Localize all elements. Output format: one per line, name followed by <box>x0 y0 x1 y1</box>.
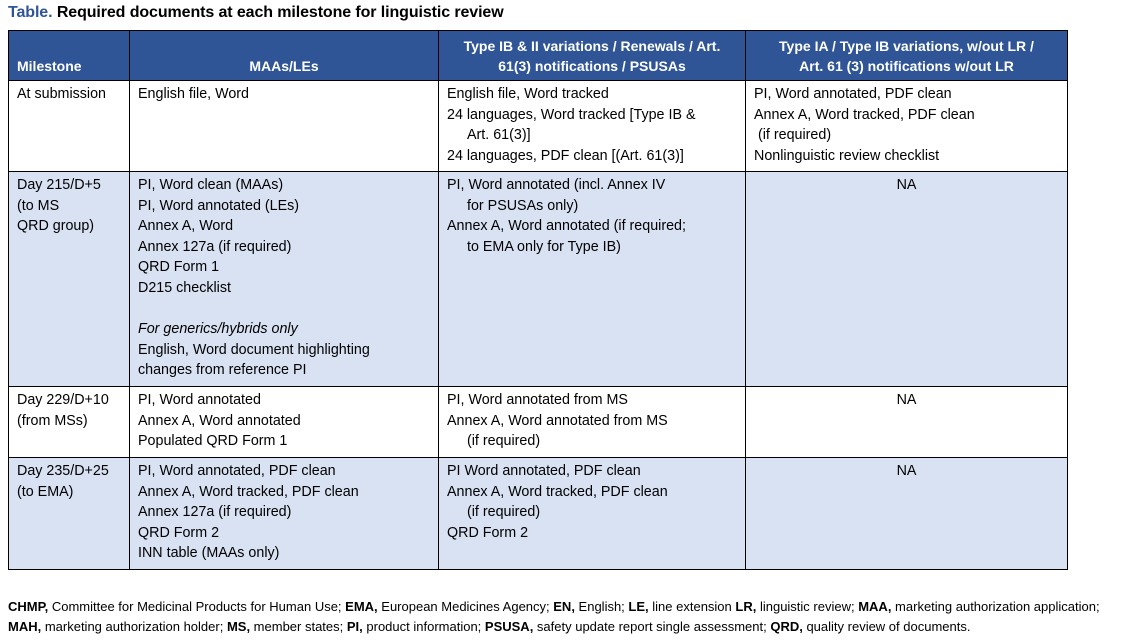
cell-text-line: (to MS <box>17 197 60 214</box>
cell-type-ib-ii <box>439 387 746 458</box>
abbreviations-footnote <box>8 597 1133 637</box>
abbr-def: safety update report single assessment; <box>533 619 771 634</box>
cell-text-line: Day 215/D+5 <box>17 177 101 193</box>
cell-text-line: NA <box>896 392 917 408</box>
cell-text-line: NA <box>896 177 917 193</box>
cell-text-line: Annex A, Word annotated <box>138 412 301 429</box>
header-type-ia-variations <box>746 31 1068 81</box>
abbr: PSUSA, <box>484 619 534 634</box>
abbr: LR, <box>735 599 757 614</box>
cell-text-line: PI, Word annotated from MS <box>447 392 628 408</box>
cell-text-line: changes from reference PI <box>138 362 307 379</box>
abbr-def: marketing authorization application; <box>891 599 1100 614</box>
abbr: MAA, <box>858 599 892 614</box>
cell-text-line: PI, Word annotated (LEs) <box>138 197 300 214</box>
cell-text-line: 24 languages, Word tracked [Type IB & <box>447 106 696 123</box>
abbr-def: European Medicines Agency; <box>377 599 554 614</box>
cell-text-line: (to EMA) <box>17 483 74 500</box>
abbr: EMA, <box>345 599 378 614</box>
cell-text-line: (if required) <box>467 504 541 521</box>
cell-milestone <box>9 81 130 172</box>
abbr-def: marketing authorization holder; <box>41 619 227 634</box>
cell-type-ib-ii <box>439 81 746 172</box>
abbr-def: quality review of documents. <box>802 619 971 634</box>
cell-text-line: MAAs/LEs <box>249 58 319 74</box>
abbr: MS, <box>226 619 251 634</box>
cell-text-line: for PSUSAs only) <box>467 197 579 214</box>
table-row <box>9 172 1068 387</box>
table-row <box>9 387 1068 458</box>
cell-text-line: Art. 61(3)] <box>467 127 531 144</box>
table-caption <box>8 4 504 22</box>
header-milestone <box>9 31 130 81</box>
cell-text-line: PI Word annotated, PDF clean <box>447 463 641 479</box>
cell-text-line: Annex A, Word tracked, PDF clean <box>754 106 975 123</box>
abbr-def: Committee for Medicinal Products for Human Use; <box>48 599 346 614</box>
cell-text-line: Annex A, Word tracked, PDF clean <box>138 483 359 500</box>
cell-text-line: 24 languages, PDF clean [(Art. 61(3)] <box>447 147 684 164</box>
cell-text-line: English, Word document highlighting <box>138 341 370 358</box>
abbr-def: linguistic review; <box>756 599 859 614</box>
cell-text-line: Day 235/D+25 <box>17 463 109 479</box>
cell-text-line: Annex A, Word annotated from MS <box>447 412 668 429</box>
table-caption-text: Required documents at each milestone for linguistic review <box>56 4 504 21</box>
cell-type-ia <box>746 387 1068 458</box>
cell-text-line: PI, Word annotated, PDF clean <box>138 463 336 479</box>
cell-text-line: Art. 61 (3) notifications w/out LR <box>799 58 1014 74</box>
cell-milestone <box>9 172 130 387</box>
abbr-def: line extension <box>648 599 736 614</box>
cell-type-ib-ii <box>439 172 746 387</box>
cell-text-line: At submission <box>17 86 106 102</box>
spacer <box>138 299 430 320</box>
abbr-def: English; <box>574 599 629 614</box>
abbr: MAH, <box>8 619 42 634</box>
cell-maas-les <box>130 81 439 172</box>
cell-text-line: Annex 127a (if required) <box>138 238 292 255</box>
cell-text-line: D215 checklist <box>138 279 231 296</box>
cell-text-line: Milestone <box>17 58 82 74</box>
cell-text-line: Annex A, Word <box>138 218 234 235</box>
cell-text-line: (if required) <box>467 433 541 450</box>
cell-text-line: PI, Word annotated (incl. Annex IV <box>447 177 666 193</box>
table-row <box>9 81 1068 172</box>
cell-text-line: PI, Word annotated <box>138 392 261 408</box>
header-type-ib-ii-variations <box>439 31 746 81</box>
cell-text-line: PI, Word annotated, PDF clean <box>754 86 952 102</box>
cell-text-line: QRD Form 2 <box>138 524 220 541</box>
cell-milestone <box>9 458 130 570</box>
cell-text-line: PI, Word clean (MAAs) <box>138 177 284 193</box>
cell-text-line: Day 229/D+10 <box>17 392 109 408</box>
abbr: PI, <box>346 619 363 634</box>
abbr-def: product information; <box>362 619 485 634</box>
cell-text-line: (from MSs) <box>17 412 88 429</box>
cell-text-line: Populated QRD Form 1 <box>138 433 288 450</box>
cell-type-ia <box>746 172 1068 387</box>
cell-text-line: English file, Word tracked <box>447 86 609 102</box>
cell-type-ia <box>746 81 1068 172</box>
cell-text-line: NA <box>896 463 917 479</box>
cell-text-line: Type IA / Type IB variations, w/out LR / <box>779 38 1034 54</box>
cell-text-line: Type IB & II variations / Renewals / Art. <box>463 38 721 54</box>
cell-maas-les <box>130 458 439 570</box>
abbr: CHMP, <box>8 599 49 614</box>
abbr: EN, <box>553 599 575 614</box>
cell-text-line: INN table (MAAs only) <box>138 545 280 562</box>
cell-milestone <box>9 387 130 458</box>
cell-text-line: QRD Form 2 <box>447 524 529 541</box>
cell-text-line: Nonlinguistic review checklist <box>754 147 940 164</box>
abbr-def: member states; <box>250 619 347 634</box>
cell-type-ib-ii <box>439 458 746 570</box>
cell-text-line: Annex A, Word annotated (if required; <box>447 218 686 235</box>
table-caption-label: Table. <box>8 4 53 21</box>
cell-text-line: Annex A, Word tracked, PDF clean <box>447 483 668 500</box>
cell-text-line: to EMA only for Type IB) <box>467 238 621 255</box>
abbr: LE, <box>628 599 649 614</box>
header-row <box>9 31 1068 81</box>
cell-maas-les <box>130 172 439 387</box>
cell-text-line: Annex 127a (if required) <box>138 504 292 521</box>
cell-type-ia <box>746 458 1068 570</box>
generics-note: For generics/hybrids only <box>138 321 298 338</box>
abbr: QRD, <box>770 619 803 634</box>
cell-text-line: 61(3) notifications / PSUSAs <box>498 58 686 74</box>
cell-text-line: English file, Word <box>138 86 249 102</box>
cell-text-line: (if required) <box>758 127 832 144</box>
table-row <box>9 458 1068 570</box>
cell-maas-les <box>130 387 439 458</box>
milestone-documents-table <box>8 30 1068 570</box>
cell-text-line: QRD Form 1 <box>138 259 220 276</box>
cell-text-line: QRD group) <box>17 218 95 235</box>
header-maas-les <box>130 31 439 81</box>
